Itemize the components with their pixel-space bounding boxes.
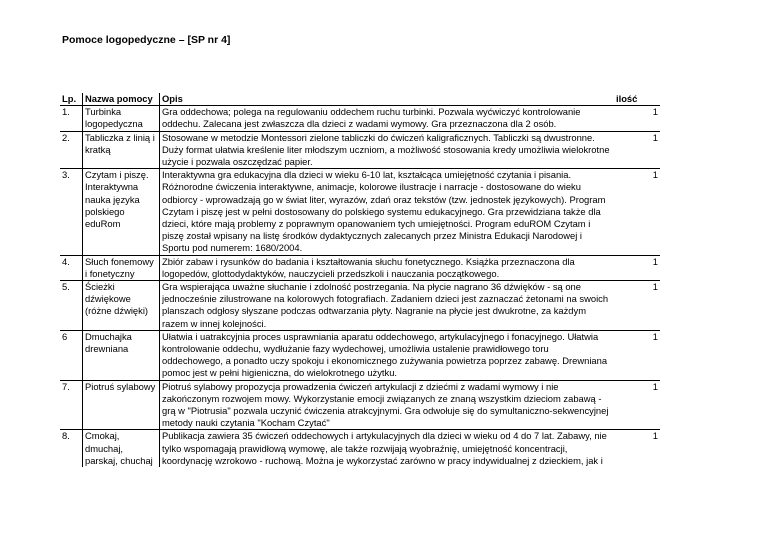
- row-desc: Publikacja zawiera 35 ćwiczeń oddechowych i artykulacyjnych dla dzieci w wieku od 4 do 7 lat. Zabawy, nie tylko wspomagają prawidłową wymowę, ale także rozwijają wyobraźnię, umiejętność koncentracji, koordynację wzrokowo - ruchową. Można je wykorzystać zarówno w pracy indywidualnej z dzieckiem, jak i: [160, 430, 615, 467]
- row-lp: 1.: [60, 106, 83, 131]
- header-desc: Opis: [162, 93, 183, 104]
- table-row: [60, 330, 660, 380]
- row-name: Słuch fonemowy i fonetyczny: [83, 255, 160, 280]
- row-qty: 1: [614, 281, 660, 331]
- header-lp: Lp.: [60, 93, 83, 106]
- row-qty: 1: [614, 106, 660, 131]
- row-desc: Interaktywna gra edukacyjna dla dzieci w wieku 6-10 lat, kształcąca umiejętność czytania i pisania. Różnorodne ćwiczenia interaktywne, animacje, kolorowe ilustracje i narracje - dostosowane do wieku odbiorcy - wprowadzają go w świat liter, wyrazów, zdań oraz tekstów (tzw. jednostek językowych). Program Czytam i piszę jest w pełni dostosowany do polskiego systemu edukacyjnego. Gra przewidziana także dla dzieci, które mają problemy z poprawnym opanowaniem tych umiejętności. Program eduROM Czytam i piszę został wpisany na listę środków dydaktycznych zalecanych przez Ministra Edukacji Narodowej i Sportu pod numerem: 1680/2004.: [160, 169, 615, 255]
- table-row: [60, 169, 660, 255]
- row-desc: Stosowane w metodzie Montessori zielone tabliczki do ćwiczeń kaligraficznych. Tabliczki są dwustronne. Duży format ułatwia kreślenie liter młodszym uczniom, a możliwość stosowania kredy umożliwia wielokrotne użycie i pozwala oszczędzać papier.: [160, 131, 615, 169]
- row-name: Czytam i piszę. Interaktywna nauka języka polskiego eduRom: [83, 169, 160, 255]
- table-row: [60, 255, 660, 280]
- row-qty: 1: [614, 169, 660, 255]
- row-qty: 1: [614, 380, 660, 430]
- row-desc: Ułatwia i uatrakcyjnia proces usprawniania aparatu oddechowego, artykulacyjnego i fonacyjnego. Ułatwia kontrolowanie oddechu, wydłużanie fazy wydechowej, umożliwia ustalenie prawidłowego toru oddechowego, a ponadto uczy spokoju i ekonomicznego zużywania powietrza poprzez zabawę. Drewniana pomoc jest w pełni higieniczna, do wielokrotnego użytku.: [160, 330, 615, 380]
- row-desc: Gra wspierająca uważne słuchanie i zdolność postrzegania. Na płycie nagrano 36 dźwięków - są one jednocześnie zilustrowane na kolorowych fotografiach. Zadaniem dzieci jest zaznaczać żetonami na swoich planszach odgłosy słyszane podczas odtwarzania płyty. Nagranie na płycie jest dwukrotne, za każdym razem w innej kolejności.: [160, 281, 615, 331]
- row-lp: 8.: [60, 430, 83, 467]
- row-name: Turbinka logopedyczna: [83, 106, 160, 131]
- row-lp: 2.: [60, 131, 83, 169]
- row-name: Cmokaj, dmuchaj, parskaj, chuchaj: [83, 430, 160, 467]
- aids-table: [60, 93, 660, 467]
- table-header-row: [60, 93, 660, 106]
- table-row: [60, 131, 660, 169]
- row-name: Tabliczka z linią i kratką: [83, 131, 160, 169]
- document-title: Pomoce logopedyczne – [SP nr 4]: [62, 34, 231, 46]
- row-qty: 1: [614, 255, 660, 280]
- header-name: Nazwa pomocy: [83, 93, 160, 106]
- table-row: [60, 430, 660, 467]
- table-row: [60, 281, 660, 331]
- row-desc: Gra oddechowa; polega na regulowaniu oddechem ruchu turbinki. Pozwala wyćwiczyć kontrolowanie oddechu. Zalecana jest zwłaszcza dla dzieci z wadami wymowy. Gra przeznaczona dla 2 osób.: [160, 106, 615, 131]
- row-qty: 1: [614, 330, 660, 380]
- row-name: Piotruś sylabowy: [83, 380, 160, 430]
- row-name: Ścieżki dźwiękowe (różne dźwięki): [83, 281, 160, 331]
- row-lp: 4.: [60, 255, 83, 280]
- row-qty: 1: [614, 430, 660, 467]
- row-name: Dmuchajka drewniana: [83, 330, 160, 380]
- row-lp: 3.: [60, 169, 83, 255]
- row-desc: Piotruś sylabowy propozycja prowadzenia ćwiczeń artykulacji z dziećmi z wadami wymowy i nie zakończonym rozwojem mowy. Wykorzystanie emocji związanych ze znaną wszystkim dzieciom zabawą - grą w "Piotrusia" pozwala uczynić ćwiczenia atrakcyjnymi. Gra odwołuje się do symultaniczno-sekwencyjnej metody nauki czytania "Kocham Czytać": [160, 380, 615, 430]
- row-lp: 7.: [60, 380, 83, 430]
- header-qty: ilość: [616, 93, 638, 104]
- table-row: [60, 380, 660, 430]
- table-row: [60, 106, 660, 131]
- row-qty: 1: [614, 131, 660, 169]
- row-desc: Zbiór zabaw i rysunków do badania i kształtowania słuchu fonetycznego. Książka przeznaczona dla logopedów, glottodydaktyków, nauczycieli przedszkoli i nauczania początkowego.: [160, 255, 615, 280]
- row-lp: 5.: [60, 281, 83, 331]
- row-lp: 6: [60, 330, 83, 380]
